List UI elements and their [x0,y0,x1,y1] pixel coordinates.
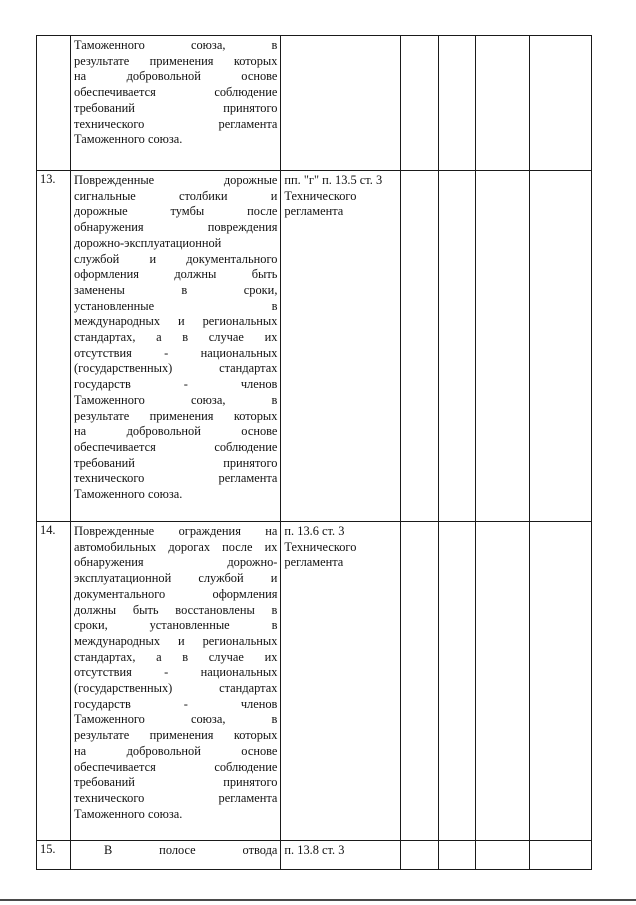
text-line: обеспечивается соблюдение [74,759,278,774]
text-line: результате применения которых [74,408,278,423]
text-line: отсутствия - национальных [74,665,278,680]
text-line: результате применения которых [74,728,278,743]
reference-line: регламента [284,555,344,570]
empty-cell [400,841,438,870]
text-line: установленные в [74,298,278,313]
row-number-cell [37,36,71,171]
text-line: эксплуатационной службой и [74,571,278,586]
row-number-cell [37,841,71,870]
reference-line: п. 13.6 ст. 3 [284,524,345,538]
reference-line: пп. "г" п. 13.5 ст. 3 [284,173,383,187]
empty-cell [529,36,591,171]
table-row [37,841,592,870]
row-number-cell [37,171,71,522]
text-line: Поврежденные ограждения на [74,524,278,538]
text-line: Таможенного союза, в [74,392,278,407]
text-line: должны быть восстановлены в [74,602,278,617]
requirement-text-cell [71,171,281,522]
empty-cell [400,171,438,522]
empty-cell [475,171,529,522]
text-line: требований принятого [74,100,278,115]
text-line: Таможенного союза. [74,132,183,147]
text-line: международных и региональных [74,633,278,648]
text-line: документального оформления [74,586,278,601]
empty-cell [529,841,591,870]
text-line: обеспечивается соблюдение [74,439,278,454]
text-line: требований принятого [74,775,278,790]
text-line: (государственных) стандартах [74,681,278,696]
empty-cell [438,36,475,171]
empty-cell [475,522,529,841]
text-line: сигнальные столбики и [74,188,278,203]
text-line: автомобильных дорогах после их [74,539,278,554]
reference-cell [281,522,400,841]
text-line: обнаружения повреждения [74,220,278,235]
reference-line: Технического [284,188,357,203]
empty-cell [438,841,475,870]
text-line: международных и региональных [74,314,278,329]
requirement-text-cell [71,36,281,171]
text-line: стандартах, а в случае их [74,649,278,664]
row-number: 15. [40,842,56,856]
reference-cell [281,36,400,171]
table-row [37,522,592,841]
reference-line: регламента [284,204,344,219]
text-line: государств - членов [74,377,278,392]
text-line: сроки, установленные в [74,618,278,633]
text-line: технического регламента [74,116,278,131]
text-line: Поврежденные дорожные [74,173,278,187]
text-line: В полосе отвода [104,843,278,857]
empty-cell [529,171,591,522]
reference-cell [281,171,400,522]
table-row [37,171,592,522]
scan-bottom-edge [0,899,636,901]
text-line: обеспечивается соблюдение [74,85,278,100]
reference-cell [281,841,400,870]
empty-cell [400,522,438,841]
table-row [37,36,592,171]
text-line: отсутствия - национальных [74,345,278,360]
text-line: обнаружения дорожно- [74,555,278,570]
text-line: заменены в сроки, [74,282,278,297]
empty-cell [475,841,529,870]
text-line: технического регламента [74,790,278,805]
text-line: на добровольной основе [74,69,278,84]
text-line: оформления должны быть [74,267,278,282]
text-line: Таможенного союза, в [74,712,278,727]
text-line: результате применения которых [74,53,278,68]
text-line: службой и документального [74,251,278,266]
text-line: на добровольной основе [74,743,278,758]
requirement-text-cell [71,522,281,841]
empty-cell [529,522,591,841]
text-line: на добровольной основе [74,424,278,439]
text-line: дорожные тумбы после [74,204,278,219]
row-number: 13. [40,172,56,186]
requirement-text-cell [71,841,281,870]
text-line: Таможенного союза, в [74,38,278,52]
empty-cell [400,36,438,171]
empty-cell [438,171,475,522]
text-line: стандартах, а в случае их [74,330,278,345]
text-line: технического регламента [74,471,278,486]
row-number: 14. [40,523,56,537]
row-number-cell [37,522,71,841]
text-line: дорожно-эксплуатационной [74,235,222,250]
empty-cell [438,522,475,841]
reference-line: п. 13.8 ст. 3 [284,843,345,857]
text-line: требований принятого [74,455,278,470]
text-line: (государственных) стандартах [74,361,278,376]
reference-line: Технического [284,539,357,554]
text-line: Таможенного союза. [74,806,183,821]
empty-cell [475,36,529,171]
text-line: Таможенного союза. [74,487,183,502]
requirements-table [36,35,592,870]
text-line: государств - членов [74,696,278,711]
